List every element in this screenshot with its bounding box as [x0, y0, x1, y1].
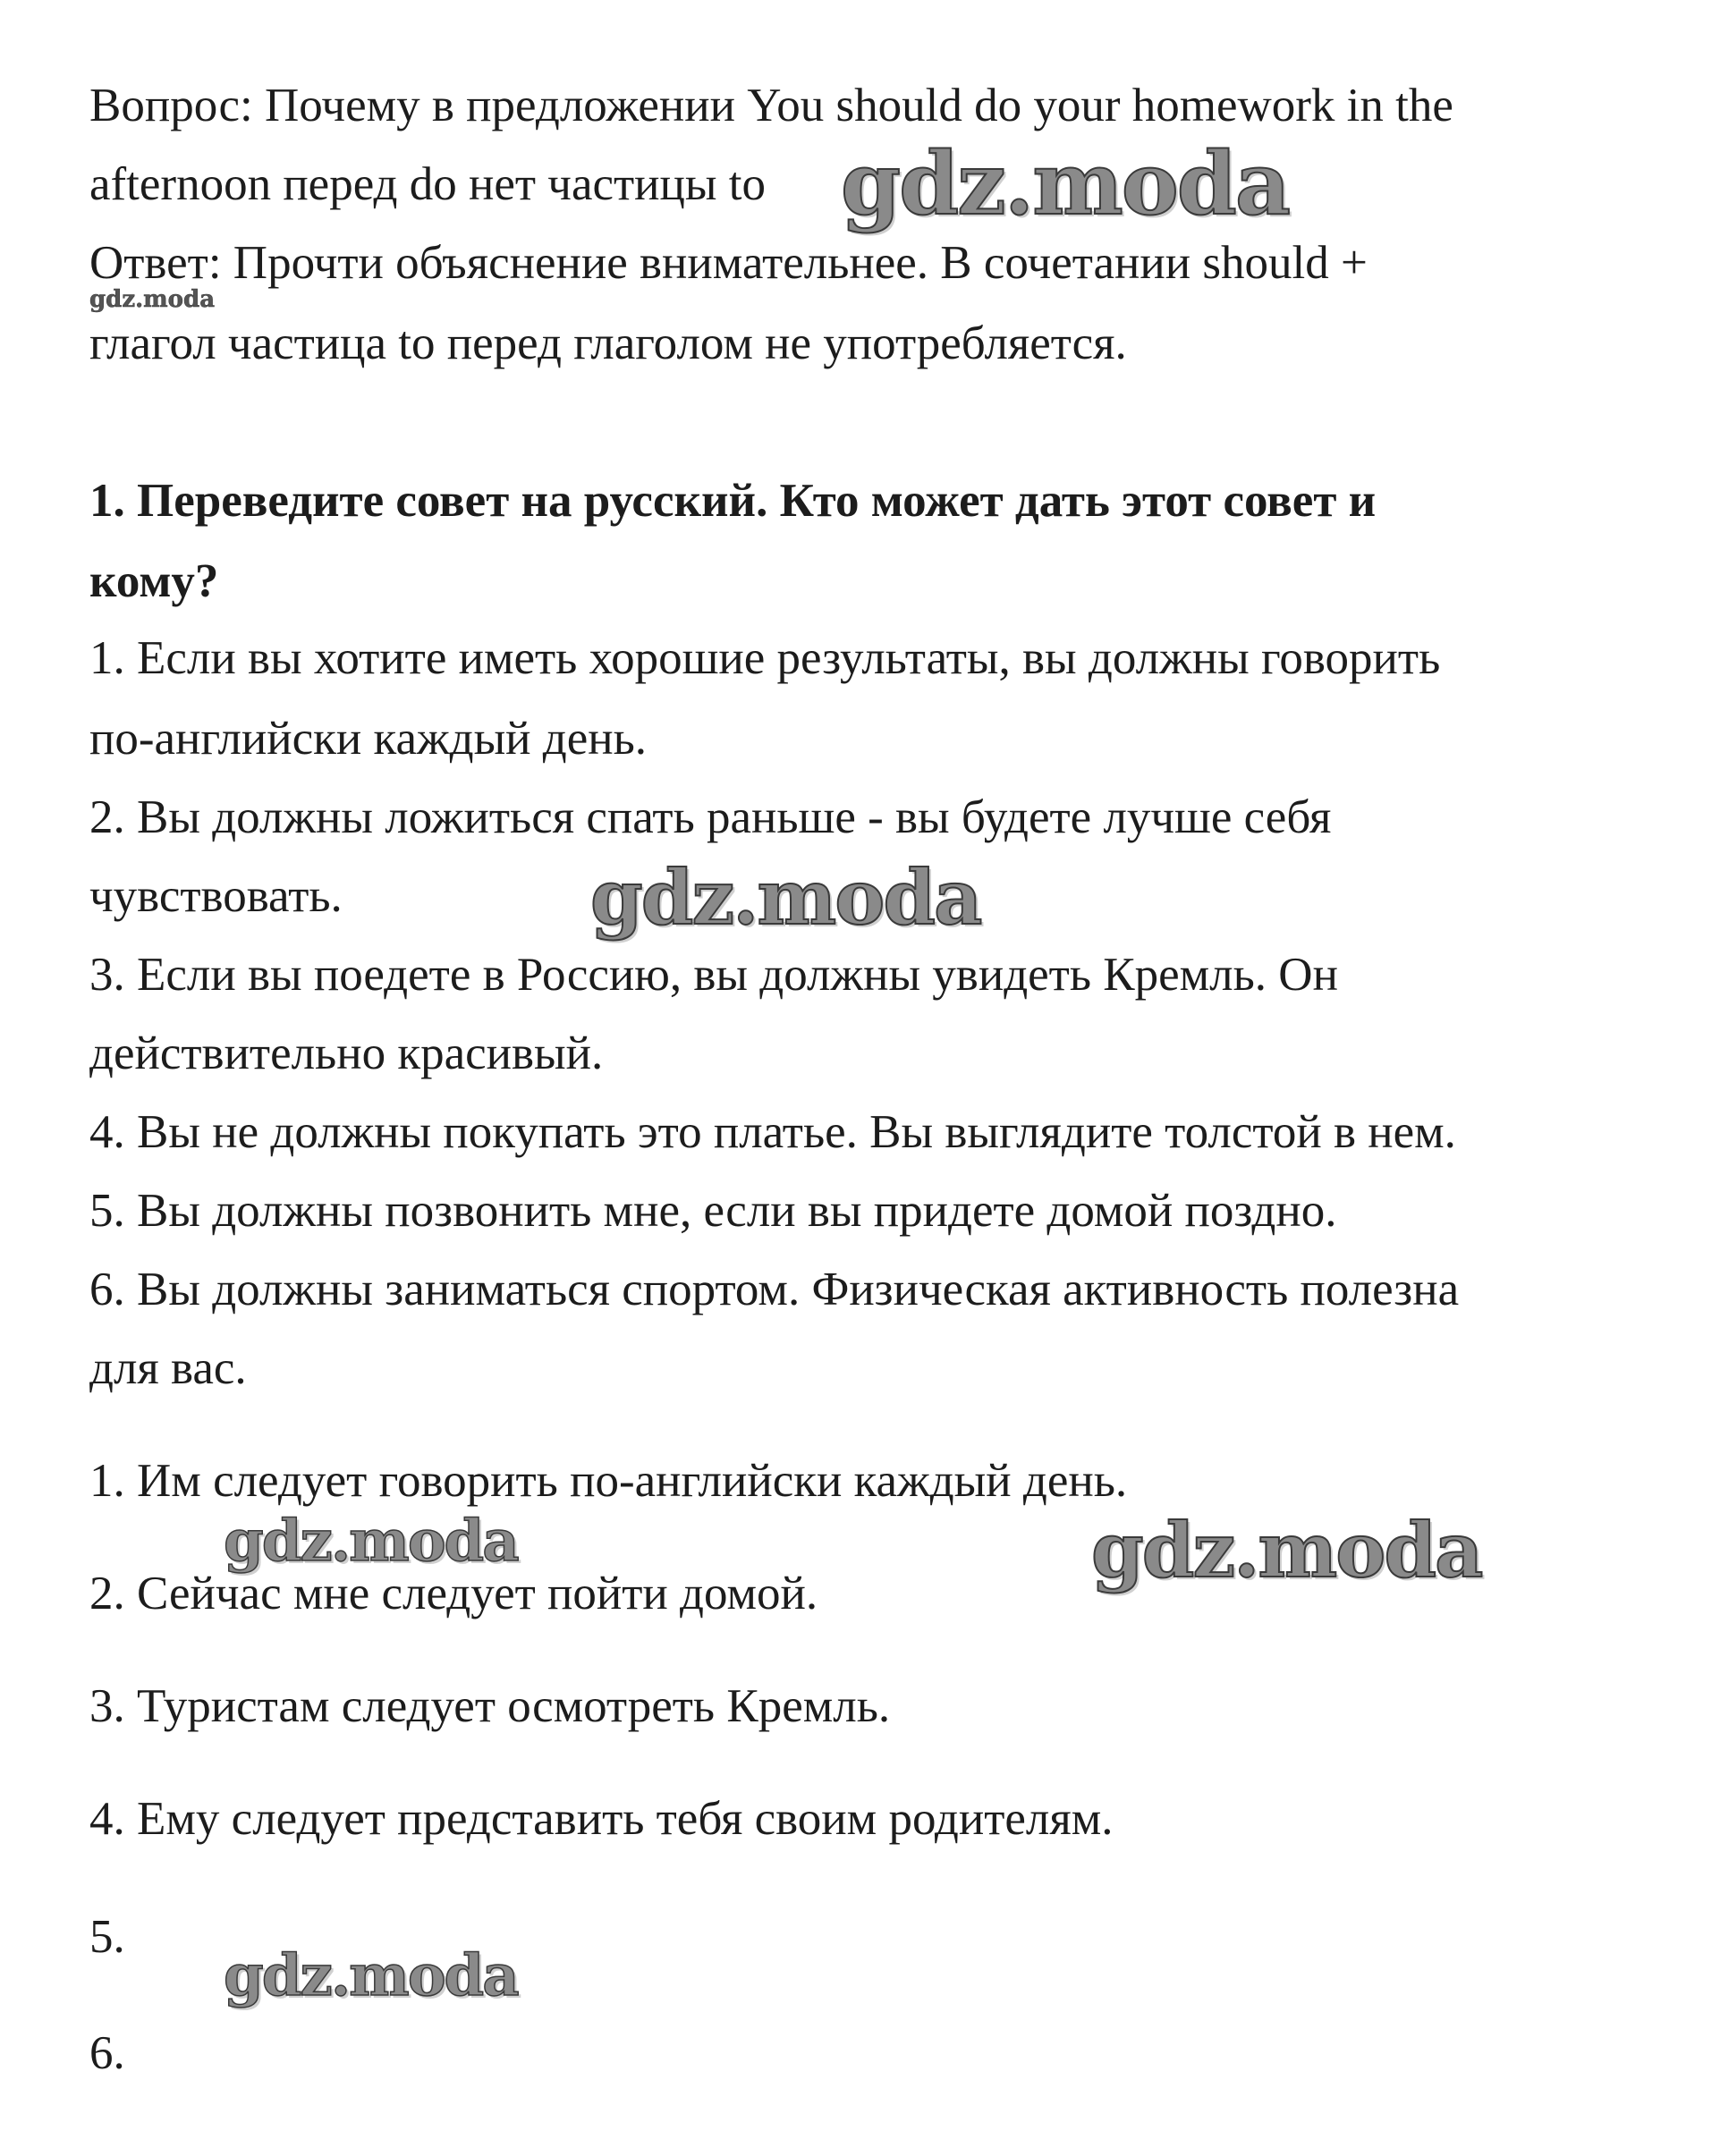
answer-item: 2. Сейчас мне следует пойти домой. [89, 1568, 818, 1619]
watermark-logo: gdz.moda [1091, 1506, 1482, 1594]
answer-item: 6. [89, 2027, 125, 2079]
answer-item: 1. Им следует говорить по-английски каждый день. [89, 1455, 1128, 1507]
translation-line: 2. Вы должны ложиться спать раньше - вы будете лучше себя [89, 791, 1332, 843]
translation-line: 6. Вы должны заниматься спортом. Физическая активность полезна [89, 1264, 1460, 1315]
task-heading-line-2: кому? [89, 555, 219, 607]
answer-item: 4. Ему следует представить тебя своим родителям. [89, 1793, 1114, 1845]
translation-line: действительно красивый. [89, 1027, 604, 1079]
translation-line: 4. Вы не должны покупать это платье. Вы выглядите толстой в нем. [89, 1106, 1456, 1158]
translation-line: 1. Если вы хотите иметь хорошие результаты, вы должны говорить [89, 632, 1441, 684]
task-heading-line-1: 1. Переведите совет на русский. Кто может дать этот совет и [89, 475, 1377, 527]
answer-item: 3. Туристам следует осмотреть Кремль. [89, 1680, 891, 1732]
translation-line: по-английски каждый день. [89, 713, 648, 765]
answer-line-2: глагол частица to перед глаголом не употребляется. [89, 317, 1127, 369]
answer-line-1: Ответ: Прочти объяснение внимательнее. В сочетании should + [89, 237, 1368, 289]
watermark-logo: gdz.moda [224, 1942, 518, 2009]
question-line-2: afternoon перед do нет частицы to [89, 158, 766, 210]
translation-line: 3. Если вы поедете в Россию, вы должны увидеть Кремль. Он [89, 949, 1338, 1001]
watermark-logo: gdz.moda [841, 133, 1290, 234]
answer-item: 5. [89, 1911, 125, 1963]
translation-line: чувствовать. [89, 870, 343, 922]
question-line-1: Вопрос: Почему в предложении You should do your homework in the [89, 80, 1453, 131]
translation-line: для вас. [89, 1342, 247, 1394]
watermark-logo: gdz.moda [590, 853, 981, 942]
translation-line: 5. Вы должны позвонить мне, если вы придете домой поздно. [89, 1185, 1337, 1237]
watermark-logo: gdz.moda [89, 286, 216, 313]
watermark-logo: gdz.moda [224, 1508, 518, 1575]
